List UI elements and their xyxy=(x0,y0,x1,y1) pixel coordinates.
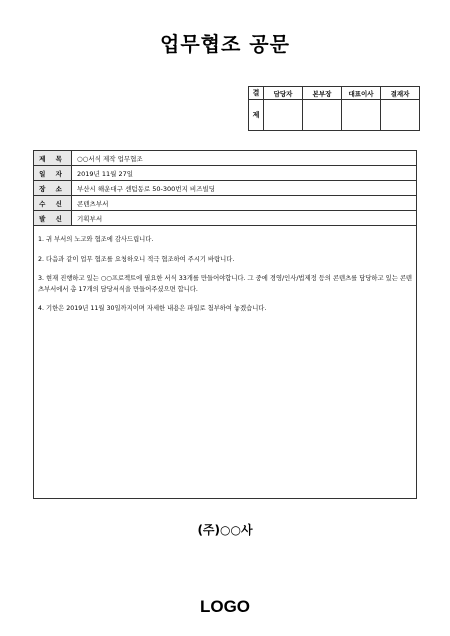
body-text xyxy=(34,226,416,315)
info-label: 발 신 xyxy=(34,211,72,226)
approval-header-approver: 결재자 xyxy=(381,87,420,100)
info-value: 기획부서 xyxy=(72,211,417,226)
info-value: 2019년 11월 27일 xyxy=(72,166,417,181)
body-paragraph: 2. 다음과 같이 업무 협조를 요청하오니 적극 협조하여 주시기 바랍니다. xyxy=(38,255,235,263)
body-paragraph: 3. 현재 진행하고 있는 ○○프로젝트에 필요한 서식 33개를 만들어야합니다. 그 중에 경영/인사/법제정 등의 콘텐츠를 담당하고 있는 콘텐츠부서에서 총 17개의 담당서식을 만들어주셨으면 합니다. xyxy=(38,275,412,293)
approval-sign-ceo[interactable] xyxy=(342,100,381,131)
info-table xyxy=(34,151,416,226)
approval-side-label-2: 제 xyxy=(249,100,264,131)
info-row-date xyxy=(34,166,416,181)
body-paragraph: 1. 귀 부서의 노고와 협조에 감사드립니다. xyxy=(38,236,154,243)
info-label: 제 목 xyxy=(34,151,72,166)
logo: LOGO xyxy=(199,597,251,616)
approval-sign-manager[interactable] xyxy=(264,100,303,131)
approval-side-label-1: 결 xyxy=(249,87,264,100)
info-row-sender xyxy=(34,211,416,226)
body-paragraph: 4. 기한은 2019년 11월 30일까지이며 자세한 내용은 파일로 첨부하여 놓겠습니다. xyxy=(38,305,267,312)
info-label: 장 소 xyxy=(34,181,72,196)
info-row-subject xyxy=(34,151,416,166)
approval-sign-approver[interactable] xyxy=(381,100,420,131)
info-value: ○○서식 제작 업무협조 xyxy=(72,151,417,166)
info-row-place xyxy=(34,181,416,196)
approval-header-director: 본부장 xyxy=(303,87,342,100)
approval-header-manager: 담당자 xyxy=(264,87,303,100)
document-title: 업무협조 공문 xyxy=(160,32,290,56)
info-label: 일 자 xyxy=(34,166,72,181)
document-body-box xyxy=(33,150,417,499)
info-label: 수 신 xyxy=(34,196,72,211)
info-value: 콘텐츠부서 xyxy=(72,196,417,211)
company-name: (주)○○사 xyxy=(197,523,253,537)
approval-header-ceo: 대표이사 xyxy=(342,87,381,100)
info-value: 부산시 해운대구 센텀동로 50-300번지 비즈빌딩 xyxy=(72,181,417,196)
approval-box xyxy=(248,86,420,131)
info-row-recipient xyxy=(34,196,416,211)
approval-sign-director[interactable] xyxy=(303,100,342,131)
